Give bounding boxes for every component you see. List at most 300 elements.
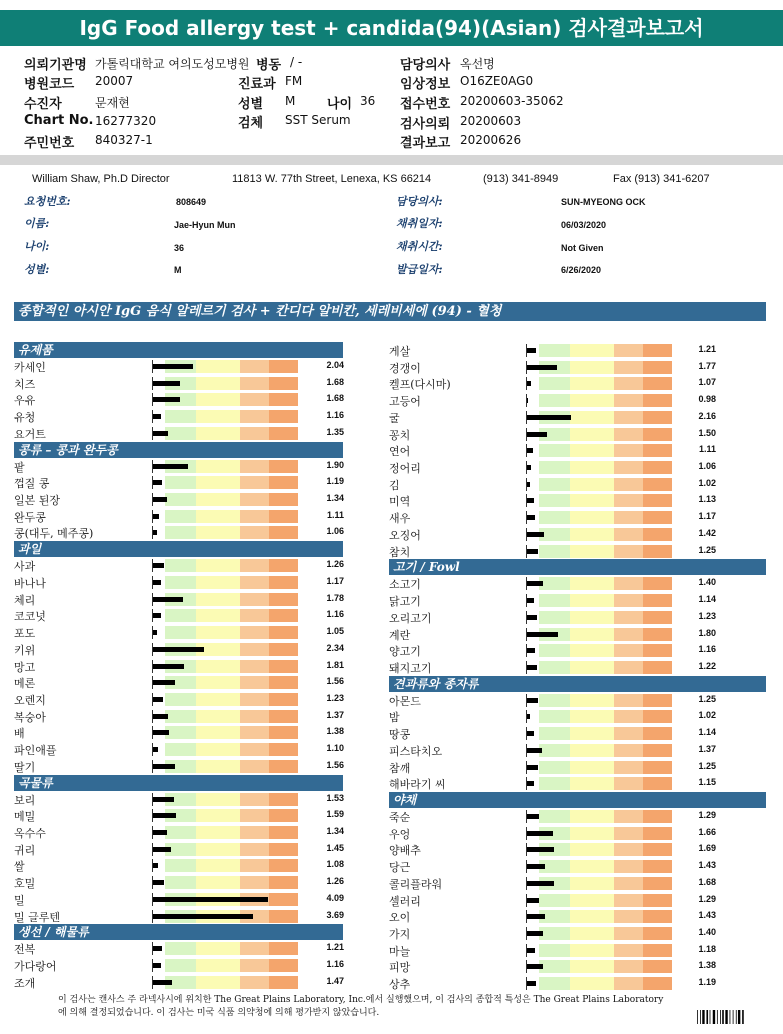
result-bar xyxy=(526,628,672,641)
result-row xyxy=(14,807,343,824)
result-row xyxy=(389,858,766,875)
result-value: 1.05 xyxy=(326,626,344,637)
clinical-value: O16ZE0AG0 xyxy=(460,74,534,88)
result-fill xyxy=(527,515,535,520)
resident-value: 840327-1 xyxy=(95,133,153,147)
food-name: 오리고기 xyxy=(389,611,432,625)
result-fill xyxy=(153,364,193,369)
receipt-label: 접수번호 xyxy=(400,97,451,112)
result-value: 1.16 xyxy=(698,644,716,655)
barcode-stripe xyxy=(733,1010,734,1024)
result-row xyxy=(14,474,343,491)
result-fill xyxy=(527,465,531,470)
result-value: 1.34 xyxy=(326,493,344,504)
result-row xyxy=(389,426,766,443)
food-name: 피스타치오 xyxy=(389,744,443,758)
doctor-value: 옥선명 xyxy=(460,57,495,71)
food-name: 닭고기 xyxy=(389,595,421,609)
result-value: 1.77 xyxy=(698,360,716,371)
section-header: 곡물류 xyxy=(14,775,343,791)
lab-phone: (913) 341-8949 xyxy=(483,173,559,185)
result-bar xyxy=(152,609,298,622)
result-fill xyxy=(153,897,268,902)
result-value: 1.16 xyxy=(326,410,344,421)
food-name: 미역 xyxy=(389,495,411,509)
result-row xyxy=(389,925,766,942)
result-bar xyxy=(526,361,672,374)
result-value: 1.68 xyxy=(326,393,344,404)
result-fill xyxy=(153,480,162,485)
result-fill xyxy=(527,665,537,670)
result-bar xyxy=(526,761,672,774)
result-bar xyxy=(152,826,298,839)
result-row xyxy=(14,691,343,708)
collect-date-label: 채취일자: xyxy=(396,217,443,230)
food-name: 가다랑어 xyxy=(14,960,57,973)
result-value: 1.14 xyxy=(698,594,716,605)
result-value: 1.14 xyxy=(698,727,716,738)
request-value: 20200603 xyxy=(460,114,522,128)
result-fill xyxy=(153,580,161,585)
result-bar xyxy=(152,593,298,606)
doctor-label: 담당의사 xyxy=(400,58,451,73)
result-bar xyxy=(526,594,672,607)
result-value: 1.37 xyxy=(698,743,716,754)
divider-band xyxy=(0,155,783,165)
food-name: 콜리플라워 xyxy=(389,877,443,891)
food-name: 돼지고기 xyxy=(389,661,432,675)
result-value: 1.69 xyxy=(698,843,716,854)
result-fill xyxy=(527,448,533,453)
result-bar xyxy=(526,511,672,524)
food-name: 상추 xyxy=(389,978,411,992)
result-fill xyxy=(527,365,557,370)
sex-value: M xyxy=(285,94,296,108)
result-bar xyxy=(152,526,298,539)
result-row xyxy=(14,658,343,675)
patient-label: 수진자 xyxy=(24,97,62,112)
result-bar xyxy=(152,959,298,972)
result-fill xyxy=(527,864,545,869)
result-bar xyxy=(526,843,672,856)
result-row xyxy=(389,359,766,376)
food-name: 아몬드 xyxy=(389,694,421,708)
food-name: 팥 xyxy=(14,460,25,474)
food-name: 콩(대두, 메주콩) xyxy=(14,527,94,541)
food-name: 복숭아 xyxy=(14,710,46,724)
result-value: 1.25 xyxy=(698,693,716,704)
request-label: 검사의뢰 xyxy=(400,117,451,132)
result-bar xyxy=(526,977,672,990)
result-fill xyxy=(153,847,171,852)
report-label: 결과보고 xyxy=(400,136,451,151)
patient-value: 문재현 xyxy=(95,96,130,110)
barcode-stripe xyxy=(713,1010,715,1024)
lab-fax: Fax (913) 341-6207 xyxy=(613,173,710,185)
req-no-label: 요청번호: xyxy=(24,195,71,208)
result-bar xyxy=(526,344,672,357)
result-fill xyxy=(527,881,554,886)
result-value: 1.81 xyxy=(326,659,344,670)
food-name: 밀 xyxy=(14,893,25,907)
result-fill xyxy=(527,432,547,437)
food-name: 메밀 xyxy=(14,810,36,824)
result-value: 1.40 xyxy=(698,577,716,588)
result-bar xyxy=(152,942,298,955)
food-name: 옥수수 xyxy=(14,826,46,840)
food-name: 가지 xyxy=(389,928,411,941)
result-row xyxy=(389,592,766,609)
result-row xyxy=(14,974,343,991)
result-bar xyxy=(526,611,672,624)
result-row xyxy=(14,791,343,808)
barcode-stripe xyxy=(717,1010,718,1024)
food-name: 체리 xyxy=(14,593,36,607)
result-value: 1.53 xyxy=(326,792,344,803)
result-bar xyxy=(526,577,672,590)
result-bar xyxy=(152,793,298,806)
result-fill xyxy=(527,581,543,586)
result-row xyxy=(389,708,766,725)
food-name: 밤 xyxy=(389,711,400,725)
result-value: 1.26 xyxy=(326,876,344,887)
result-value: 1.19 xyxy=(698,977,716,988)
result-value: 1.25 xyxy=(698,544,716,555)
result-fill xyxy=(153,431,168,436)
result-value: 1.42 xyxy=(698,527,716,538)
result-row xyxy=(389,808,766,825)
food-name: 사과 xyxy=(14,560,36,574)
section-header: 콩류 – 콩과 완두콩 xyxy=(14,442,343,458)
age-value: 36 xyxy=(360,94,376,108)
result-row xyxy=(389,642,766,659)
food-name: 보리 xyxy=(14,793,36,807)
result-value: 1.21 xyxy=(326,942,344,953)
result-bar xyxy=(152,760,298,773)
result-value: 1.02 xyxy=(698,710,716,721)
barcode-image xyxy=(697,1010,757,1024)
result-bar xyxy=(526,894,672,907)
result-row xyxy=(389,908,766,925)
result-fill xyxy=(527,765,538,770)
result-row xyxy=(14,375,343,392)
result-value: 1.66 xyxy=(698,826,716,837)
result-value: 1.02 xyxy=(698,477,716,488)
result-fill xyxy=(153,747,158,752)
result-row xyxy=(389,409,766,426)
result-fill xyxy=(153,730,169,735)
food-name: 새우 xyxy=(389,512,411,526)
result-bar xyxy=(152,576,298,589)
result-fill xyxy=(527,348,536,353)
result-bar xyxy=(526,528,672,541)
result-fill xyxy=(527,731,534,736)
result-fill xyxy=(527,532,544,537)
result-bar xyxy=(526,810,672,823)
food-name: 연어 xyxy=(389,445,411,459)
result-bar xyxy=(152,743,298,756)
result-bar xyxy=(152,859,298,872)
result-fill xyxy=(153,914,253,919)
food-name: 오징어 xyxy=(389,528,421,542)
result-value: 1.59 xyxy=(326,809,344,820)
result-row xyxy=(14,824,343,841)
section-header: 야채 xyxy=(389,792,766,808)
result-bar xyxy=(152,976,298,989)
result-row xyxy=(14,425,343,442)
barcode-stripe xyxy=(738,1010,740,1024)
result-bar xyxy=(526,494,672,507)
dept-value: FM xyxy=(285,74,303,88)
result-bar xyxy=(526,428,672,441)
result-value: 1.35 xyxy=(326,426,344,437)
result-row xyxy=(389,509,766,526)
barcode-stripe xyxy=(736,1010,737,1024)
result-bar xyxy=(152,876,298,889)
food-name: 오렌지 xyxy=(14,693,46,707)
result-value: 0.98 xyxy=(698,394,716,405)
result-row xyxy=(389,659,766,676)
result-row xyxy=(389,609,766,626)
result-value: 2.34 xyxy=(326,642,344,653)
result-bar xyxy=(526,960,672,973)
collect-time-label: 채취시간: xyxy=(396,240,443,253)
result-row xyxy=(389,692,766,709)
lab-address: 11813 W. 77th Street, Lenexa, KS 66214 xyxy=(232,173,432,185)
result-value: 1.68 xyxy=(326,376,344,387)
lab-director: William Shaw, Ph.D Director xyxy=(32,173,170,185)
food-name: 조개 xyxy=(14,976,36,990)
barcode-stripe xyxy=(730,1010,731,1024)
barcode-stripe xyxy=(742,1010,744,1024)
result-row xyxy=(14,674,343,691)
result-value: 1.23 xyxy=(326,692,344,703)
food-name: 경갱이 xyxy=(389,361,421,375)
sex-info-value: M xyxy=(174,265,182,275)
result-fill xyxy=(527,814,539,819)
result-row xyxy=(389,459,766,476)
food-name: 밀 글루텐 xyxy=(14,910,61,924)
result-bar xyxy=(152,893,298,906)
result-value: 1.40 xyxy=(698,927,716,937)
result-value: 1.11 xyxy=(326,509,344,520)
result-value: 2.16 xyxy=(698,410,716,421)
result-bar xyxy=(152,559,298,572)
result-fill xyxy=(153,630,157,635)
result-value: 1.29 xyxy=(698,809,716,820)
result-row xyxy=(389,875,766,892)
barcode-stripe xyxy=(722,1010,724,1024)
result-fill xyxy=(527,549,538,554)
result-value: 1.08 xyxy=(326,859,344,870)
result-row xyxy=(389,892,766,909)
barcode-stripe xyxy=(702,1010,704,1024)
result-row xyxy=(389,342,766,359)
result-fill xyxy=(527,898,539,903)
result-value: 1.50 xyxy=(698,427,716,438)
footer-note: 이 검사는 캔사스 주 라넥사시에 위치한 The Great Plains Laboratory, Inc.에서 실행했으며, 이 검사의 종합적 특성은 The Great Plains Laboratory에 의해 결정되었습니다. 이 검사는 미국 식품 의약청에 의해 평가받지 않았습니다. xyxy=(58,995,664,1018)
food-name: 메론 xyxy=(14,677,36,691)
food-name: 계란 xyxy=(389,628,411,642)
food-name: 참깨 xyxy=(389,761,411,775)
dept-label: 진료과 xyxy=(238,77,276,92)
result-row xyxy=(14,758,343,775)
result-value: 1.68 xyxy=(698,876,716,887)
result-bar xyxy=(152,726,298,739)
institution-value: 가톨릭대학교 여의도성모병원 xyxy=(95,57,250,71)
food-name: 소고기 xyxy=(389,578,421,592)
food-name: 쌀 xyxy=(14,860,25,874)
result-value: 1.17 xyxy=(326,575,344,586)
result-bar xyxy=(152,510,298,523)
result-value: 1.18 xyxy=(698,943,716,954)
result-fill xyxy=(153,597,183,602)
food-name: 마늘 xyxy=(389,944,411,958)
result-row xyxy=(14,574,343,591)
result-fill xyxy=(153,613,161,618)
result-value: 1.38 xyxy=(698,960,716,971)
result-row xyxy=(14,591,343,608)
result-row xyxy=(389,942,766,959)
result-fill xyxy=(153,414,161,419)
report-header xyxy=(0,52,783,152)
ward-value: / - xyxy=(290,55,303,69)
result-value: 1.06 xyxy=(326,526,344,537)
barcode-stripe xyxy=(720,1010,721,1024)
result-value: 1.19 xyxy=(326,476,344,487)
age-label: 나이 xyxy=(327,97,353,112)
result-bar xyxy=(526,545,672,558)
food-name: 호밀 xyxy=(14,877,36,891)
doctor-info-label: 담당의사: xyxy=(396,195,443,208)
food-name: 켈프(다시마) xyxy=(389,378,451,392)
specimen-value: SST Serum xyxy=(285,113,351,127)
result-bar xyxy=(152,460,298,473)
result-value: 1.23 xyxy=(698,610,716,621)
barcode-stripe xyxy=(706,1010,708,1024)
result-bar xyxy=(152,410,298,423)
food-name: 고등어 xyxy=(389,395,421,409)
result-row xyxy=(14,641,343,658)
result-value: 4.09 xyxy=(326,892,344,903)
result-fill xyxy=(153,880,164,885)
food-name: 김 xyxy=(389,478,400,492)
name-label: 이름: xyxy=(24,217,50,230)
result-bar xyxy=(152,910,298,923)
result-row xyxy=(14,391,343,408)
result-fill xyxy=(153,980,172,985)
result-row xyxy=(389,775,766,792)
barcode-stripe xyxy=(700,1010,701,1024)
food-name: 해바라기 씨 xyxy=(389,778,446,792)
food-name: 우유 xyxy=(14,394,36,408)
result-row xyxy=(14,741,343,758)
result-row xyxy=(14,508,343,525)
result-row xyxy=(389,742,766,759)
issue-date-value: 6/26/2020 xyxy=(561,265,602,275)
result-fill xyxy=(153,381,180,386)
food-name: 파인애플 xyxy=(14,744,57,758)
result-fill xyxy=(527,398,528,403)
result-row xyxy=(14,891,343,908)
hospital-code-value: 20007 xyxy=(95,74,134,88)
chart-label: Chart No. xyxy=(24,113,94,128)
result-fill xyxy=(153,797,174,802)
result-fill xyxy=(527,698,538,703)
report-title: IgG Food allergy test + candida(94)(Asian) 검사결과보고서 xyxy=(0,10,783,46)
result-bar xyxy=(526,444,672,457)
result-bar xyxy=(152,660,298,673)
result-bar xyxy=(526,877,672,890)
result-fill xyxy=(527,781,534,786)
result-value: 1.47 xyxy=(326,975,344,986)
result-fill xyxy=(153,830,167,835)
barcode-stripe xyxy=(710,1010,711,1024)
result-bar xyxy=(526,710,672,723)
result-fill xyxy=(153,714,168,719)
result-fill xyxy=(527,931,543,936)
result-row xyxy=(389,725,766,742)
food-name: 코코넛 xyxy=(14,610,46,624)
result-value: 1.26 xyxy=(326,559,344,570)
result-fill xyxy=(153,647,204,652)
food-name: 배 xyxy=(14,727,25,741)
result-row xyxy=(14,908,343,925)
result-value: 1.56 xyxy=(326,759,344,770)
section-header: 과일 xyxy=(14,541,343,557)
ward-label: 병동 xyxy=(256,58,282,73)
result-bar xyxy=(152,626,298,639)
result-value: 1.11 xyxy=(698,444,716,455)
right-results-column xyxy=(389,342,766,992)
food-name: 피망 xyxy=(389,961,411,975)
result-bar xyxy=(526,777,672,790)
result-row xyxy=(389,759,766,776)
food-name: 오이 xyxy=(389,911,411,925)
result-fill xyxy=(527,482,530,487)
result-fill xyxy=(153,680,175,685)
result-row xyxy=(14,940,343,957)
result-fill xyxy=(153,563,164,568)
result-row xyxy=(14,607,343,624)
result-value: 1.25 xyxy=(698,760,716,771)
receipt-value: 20200603-35062 xyxy=(460,94,564,108)
result-bar xyxy=(152,809,298,822)
result-fill xyxy=(527,714,530,719)
result-row xyxy=(14,358,343,375)
food-name: 망고 xyxy=(14,660,36,674)
result-bar xyxy=(526,644,672,657)
result-bar xyxy=(526,910,672,923)
left-results-column xyxy=(14,342,343,990)
result-fill xyxy=(527,748,542,753)
food-name: 꽁치 xyxy=(389,428,411,442)
chart-value: 16277320 xyxy=(95,114,157,128)
result-bar xyxy=(152,393,298,406)
result-bar xyxy=(526,478,672,491)
result-bar xyxy=(526,944,672,957)
result-value: 1.16 xyxy=(326,609,344,620)
specimen-label: 검체 xyxy=(238,116,264,131)
result-fill xyxy=(527,831,553,836)
food-name: 일본 된장 xyxy=(14,494,61,508)
result-value: 1.38 xyxy=(326,726,344,737)
name-value: Jae-Hyun Mun xyxy=(174,220,236,230)
result-value: 1.06 xyxy=(698,461,716,472)
section-header: 유제품 xyxy=(14,342,343,358)
food-name: 치즈 xyxy=(14,377,36,391)
result-value: 1.16 xyxy=(326,959,344,969)
